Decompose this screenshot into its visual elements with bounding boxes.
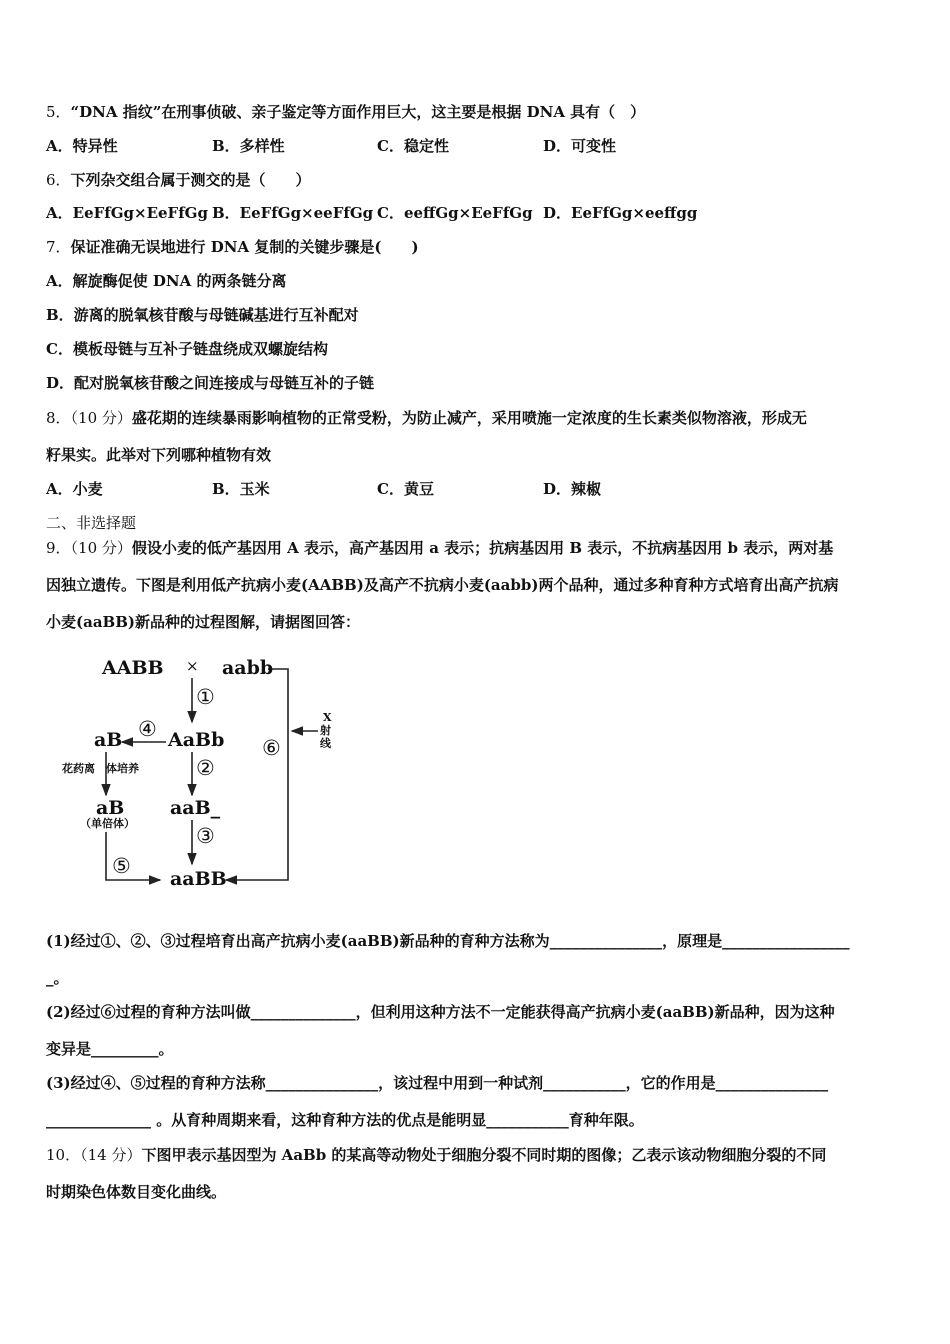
q9-sub3-line1: (3)经过④、⑤过程的育种方法称_______________，该过程中用到一种试剂___________，它的作用是_______________	[46, 1074, 829, 1092]
arrow-mutation	[226, 669, 288, 880]
gamete-genotype: aB	[94, 729, 123, 751]
q6-number: 6．	[46, 171, 71, 189]
q9-text: 假设小麦的低产基因用 A 表示，高产基因用 a 表示；抗病基因用 B 表示，不抗病基因用 b 表示，两对基	[131, 539, 834, 557]
q7-option-b: B．游离的脱氧核苷酸与母链碱基进行互补配对	[46, 306, 359, 324]
q9-number: 9．（10 分）	[46, 539, 132, 557]
q5-option-d: D．可变性	[543, 137, 617, 155]
q7-option-d: D．配对脱氧核苷酸之间连接成与母链互补的子链	[46, 374, 375, 392]
q5-number: 5．	[46, 103, 71, 121]
q8-option-d: D．辣椒	[543, 480, 602, 498]
q10-number: 10．（14 分）	[46, 1146, 142, 1164]
q8-option-b: B．玉米	[212, 480, 270, 498]
q10-line1	[46, 1145, 826, 1165]
q7-option-c: C．模板母链与互补子链盘绕成双螺旋结构	[46, 340, 328, 358]
parent-aabb-recessive: aabb	[222, 657, 274, 679]
step-4: ④	[138, 717, 157, 741]
q6-option-b: B．EeFfGg×eeFfGg	[212, 204, 374, 222]
q7-number: 7．	[46, 238, 71, 256]
q7-text: 保证准确无误地进行 DNA 复制的关键步骤是( )	[70, 238, 419, 256]
q9-sub1-line2: _。	[46, 969, 69, 987]
step-1: ①	[196, 685, 215, 709]
cross-symbol: ×	[186, 657, 199, 675]
xray-label-xian: 线	[320, 737, 331, 750]
parent-aabb-dominant: AABB	[102, 657, 164, 679]
q9-sub3-line2: ______________ 。从育种周期来看，这种育种方法的优点是能明显___________育种年限。	[46, 1111, 644, 1129]
q7-option-a: A．解旋酶促使 DNA 的两条链分离	[46, 272, 287, 290]
step-5: ⑤	[112, 854, 131, 878]
q9-sub1-line1: (1)经过①、②、③过程培育出高产抗病小麦(aaBB)新品种的育种方法称为_______________，原理是_________________	[46, 932, 850, 950]
q6-option-a: A．EeFfGg×EeFfGg	[46, 204, 208, 222]
haploid-label: （单倍体）	[80, 817, 135, 830]
q9-sub2-line1: (2)经过⑥过程的育种方法叫做______________，但利用这种方法不一定能获得高产抗病小麦(aaBB)新品种，因为这种	[46, 1003, 835, 1021]
q8-text: 盛花期的连续暴雨影响植物的正常受粉，为防止减产，采用喷施一定浓度的生长素类似物溶液，形成无	[131, 409, 807, 427]
q8-line2: 籽果实。此举对下列哪种植物有效	[46, 446, 272, 464]
xray-label-she: 射	[320, 724, 331, 737]
q5-option-c: C．稳定性	[377, 137, 449, 155]
q6-option-c: C．eeffGg×EeFfGg	[377, 204, 533, 222]
xray-label-x: X	[323, 711, 332, 724]
target-genotype: aaBB	[170, 868, 227, 890]
q9-line2: 因独立遗传。下图是利用低产抗病小麦(AABB)及高产不抗病小麦(aabb)两个品种，通过多种育种方式培育出高产抗病	[46, 576, 839, 594]
q9-sub2-line2: 变异是_________。	[46, 1040, 174, 1058]
step-6: ⑥	[262, 736, 281, 760]
section-heading: 二、非选择题	[46, 514, 137, 532]
anther-culture-label: 花药离 体培养	[62, 762, 139, 775]
f2-genotype: aaB_	[170, 797, 221, 819]
q6-text: 下列杂交组合属于测交的是（ ）	[70, 171, 311, 189]
step-2: ②	[196, 756, 215, 780]
f1-genotype: AaBb	[168, 729, 225, 751]
q8-option-a: A．小麦	[46, 480, 103, 498]
q8-number: 8．（10 分）	[46, 409, 132, 427]
q8-option-c: C．黄豆	[377, 480, 434, 498]
q5-text: “DNA 指纹”在刑事侦破、亲子鉴定等方面作用巨大，这主要是根据 DNA 具有（ ）	[70, 103, 646, 121]
q6-option-d: D．EeFfGg×eeffgg	[543, 204, 698, 222]
q5-option-a: A．特异性	[46, 137, 118, 155]
step-3: ③	[196, 824, 215, 848]
haploid-genotype: aB	[96, 797, 125, 819]
q10-line2: 时期染色体数目变化曲线。	[46, 1183, 227, 1201]
q10-text: 下图甲表示基因型为 AaBb 的某高等动物处于细胞分裂不同时期的图像；乙表示该动物细胞分裂的不同	[141, 1146, 827, 1164]
q9-line3: 小麦(aaBB)新品种的过程图解，请据图回答：	[46, 613, 360, 631]
q5-option-b: B．多样性	[212, 137, 285, 155]
